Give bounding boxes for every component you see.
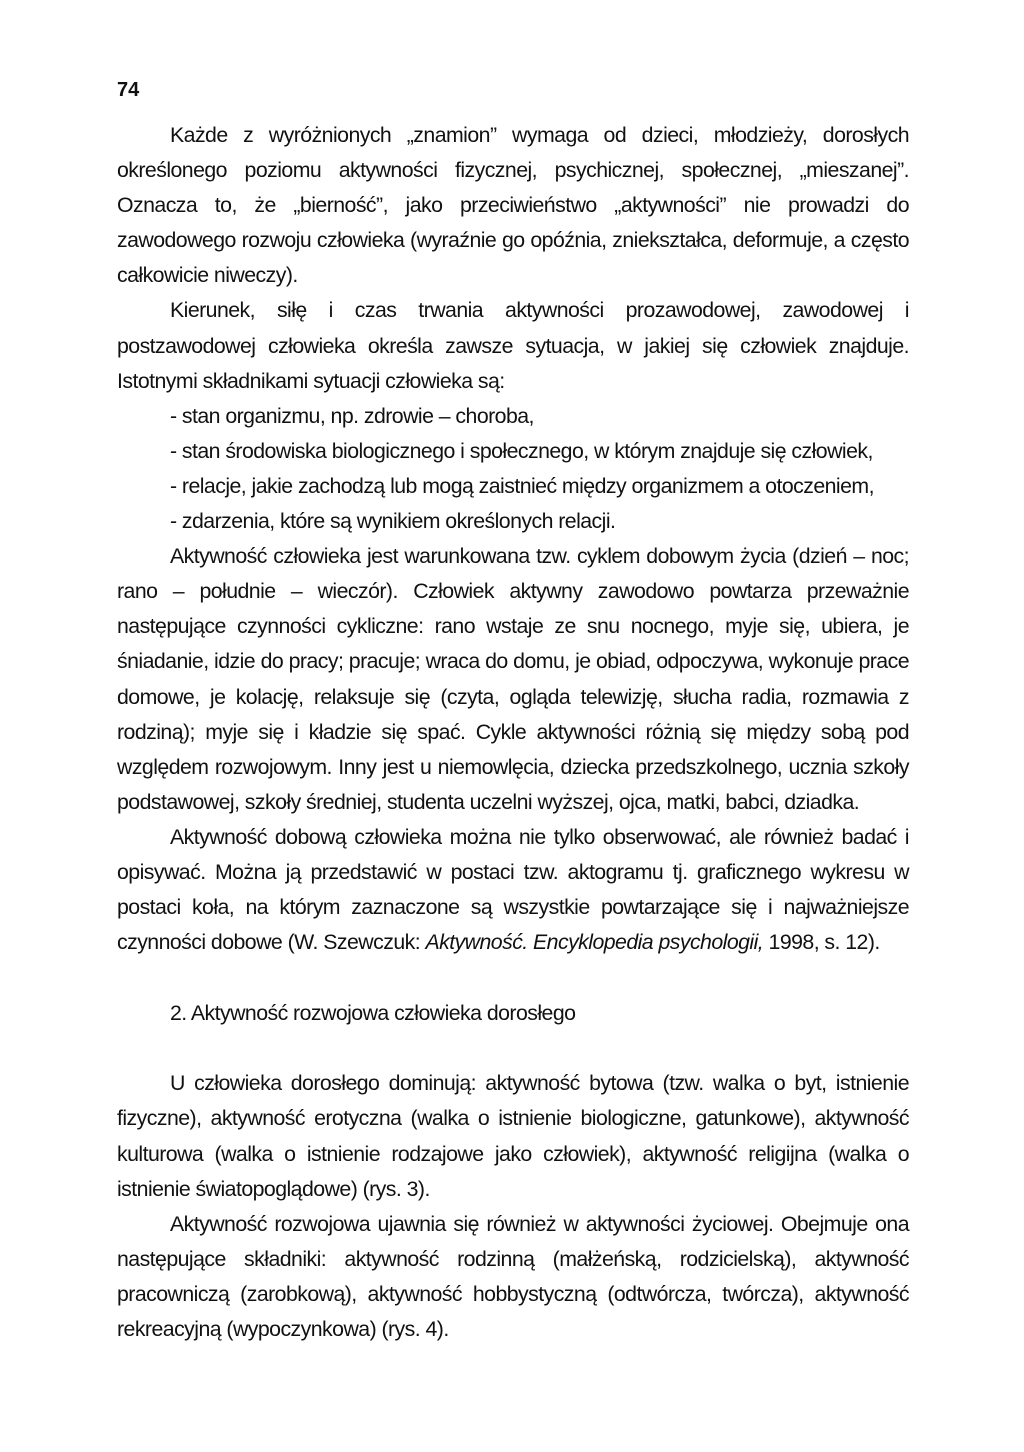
paragraph-2: Kierunek, siłę i czas trwania aktywności prozawodowej, zawodowej i postzawodowej człowieka określa zawsze sytuacja, w jakiej się człowiek znajduje. Istotnymi składnikami sytuacji człowieka są:: [117, 298, 909, 393]
list-item: - stan środowiska biologicznego i społecznego, w którym znajduje się człowiek,: [170, 438, 873, 463]
paragraph-4-end: 1998, s. 12).: [763, 930, 880, 955]
paragraph-4: [117, 820, 909, 960]
body-text: [117, 118, 909, 1347]
paragraph-1: Każde z wyróżnionych „znamion” wymaga od dzieci, młodzieży, dorosłych określonego poziomu aktywności fizycznej, psychicznej, społecznej, „mieszanej”. Oznacza to, że „bierność”, jako przeciwieństwo „aktywności” nie prowadzi do zawodowego rozwoju człowieka (wyraźnie go opóźnia, zniekształca, deformuje, a często całkowicie niweczy).: [117, 123, 909, 288]
reference-title: Aktywność. Encyklopedia psychologii,: [425, 930, 764, 955]
list-item: - zdarzenia, które są wynikiem określonych relacji.: [170, 509, 616, 534]
paragraph-6: Aktywność rozwojowa ujawnia się również w aktywności życiowej. Obejmuje ona następujące składniki: aktywność rodzinną (małżeńską, rodzicielską), aktywność pracowniczą (zarobkową), aktywność hobbystyczną (odtwórcza, twórcza), aktywność rekreacyjną (wypoczynkowa) (rys. 4).: [117, 1211, 909, 1341]
paragraph-3: Aktywność człowieka jest warunkowana tzw. cyklem dobowym życia (dzień – noc; rano – południe – wieczór). Człowiek aktywny zawodowo powtarza przeważnie następujące czynności cykliczne: rano wstaje ze snu nocnego, myje się, ubiera, je śniadanie, idzie do pracy; pracuje; wraca do domu, je obiad, odpoczywa, wykonuje prace domowe, je kolację, relaksuje się (czyta, ogląda telewizję, słucha radia, rozmawia z rodziną); myje się i kładzie się spać. Cykle aktywności różnią się między sobą pod względem rozwojowym. Inny jest u niemowlęcia, dziecka przedszkolnego, ucznia szkoły podstawowej, szkoły średniej, studenta uczelni wyższej, ojca, matki, babci, dziadka.: [117, 544, 909, 814]
list-item: - relacje, jakie zachodzą lub mogą zaistnieć między organizmem a otoczeniem,: [170, 473, 874, 498]
paragraph-4-text: Aktywność dobową człowieka można nie tylko obserwować, ale również badać i opisywać. Można ją przedstawić w postaci tzw. aktogramu tj. graficznego wykresu w postaci koła, na którym zaznaczone są wszystkie powtarzające się i najważniejsze czynności dobowe (W. Szewczuk:: [117, 824, 909, 955]
list-item: - stan organizmu, np. zdrowie – choroba,: [170, 403, 534, 428]
situation-components-list: [117, 399, 909, 539]
paragraph-5: U człowieka dorosłego dominują: aktywność bytowa (tzw. walka o byt, istnienie fizyczne), aktywność erotyczna (walka o istnienie biologiczne, gatunkowe), aktywność kulturowa (walka o istnienie rodzajowe jako człowiek), aktywność religijna (walka o istnienie światopoglądowe) (rys. 3).: [117, 1071, 909, 1201]
page-number: 74: [117, 79, 140, 101]
section-heading: 2. Aktywność rozwojowa człowieka dorosłego: [170, 1001, 576, 1026]
